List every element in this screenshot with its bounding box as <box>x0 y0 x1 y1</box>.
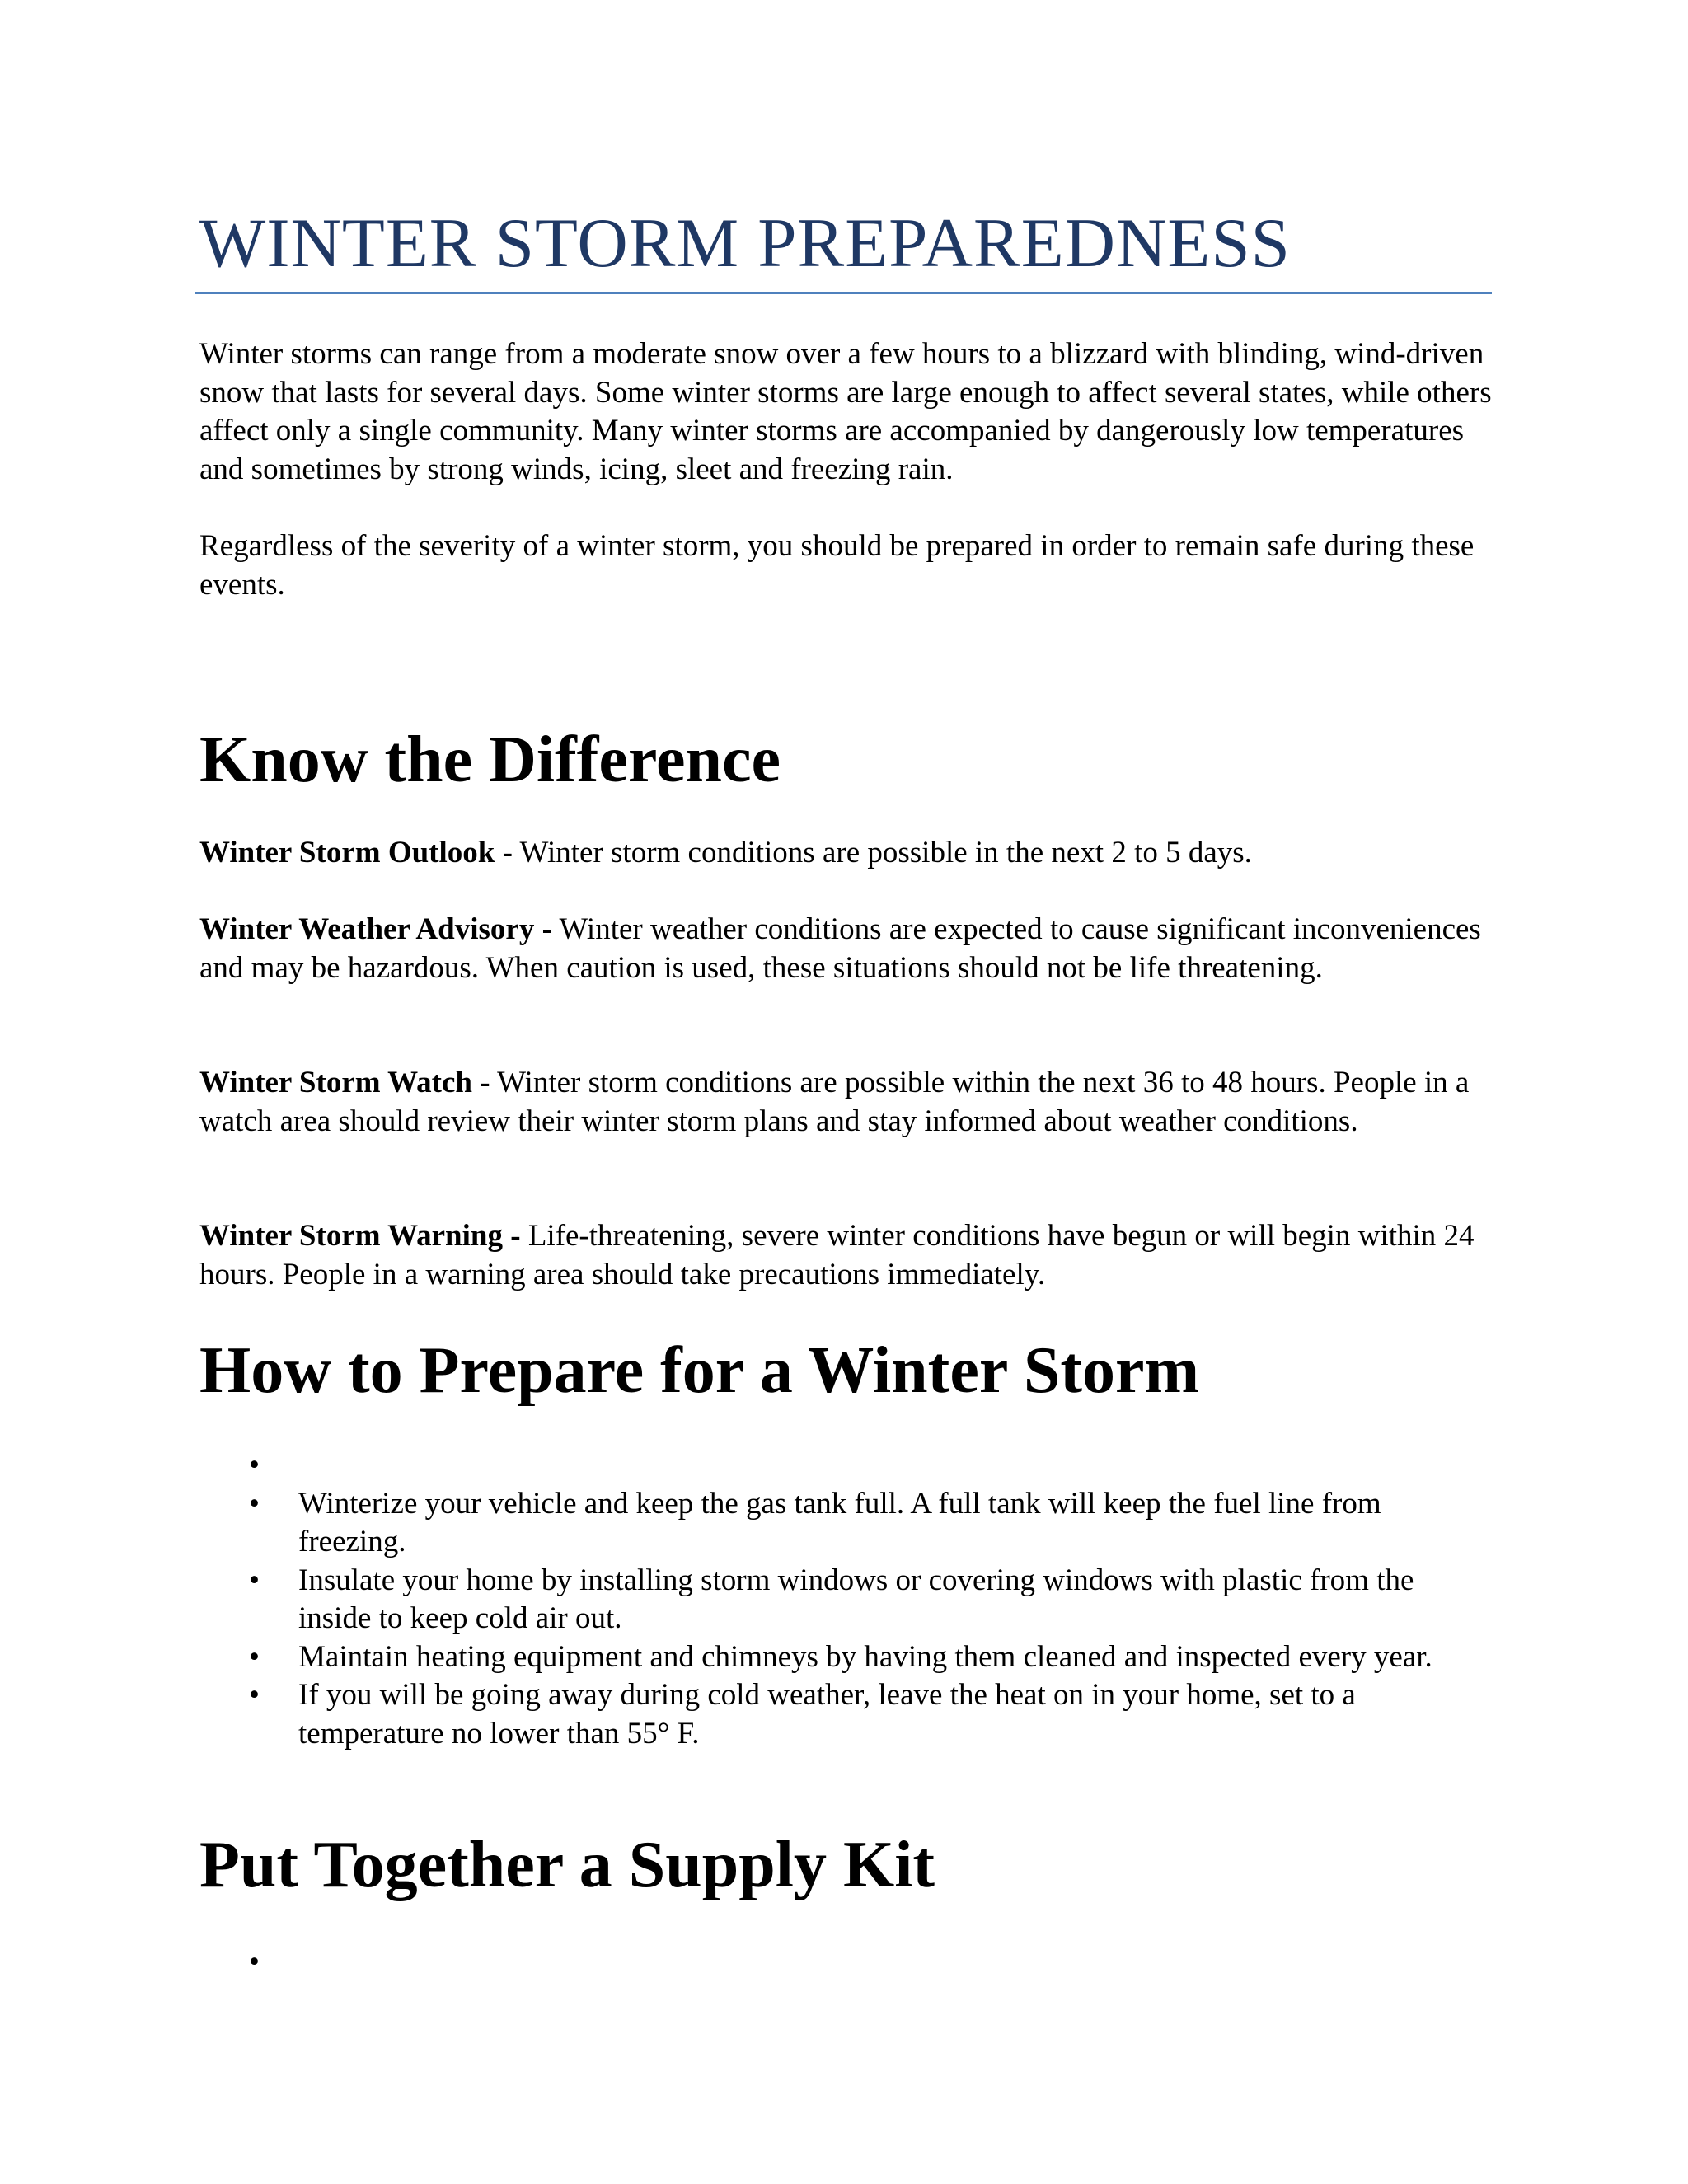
definition-term: Winter Storm Watch - <box>199 1066 490 1099</box>
definition-term: Winter Weather Advisory - <box>199 912 552 946</box>
list-item <box>199 1676 1493 1753</box>
intro-paragraph-2: Regardless of the severity of a winter storm, you should be prepared in order to remain safe during these events. <box>199 529 1475 602</box>
heading-know-the-difference: Know the Difference <box>199 724 781 796</box>
bullet-icon: • <box>249 1639 260 1674</box>
prepare-list <box>199 1446 1493 1753</box>
bullet-icon: • <box>249 1486 260 1521</box>
bullet-icon: • <box>249 1563 260 1597</box>
definition-text: Winter storm conditions are possible within the next 36 to 48 hours. People in a watch area should review their winter storm plans and stay informed about weather conditions. <box>199 1066 1470 1138</box>
definition-term: Winter Storm Outlook - <box>199 836 513 869</box>
bullet-icon: • <box>249 1678 260 1712</box>
list-item <box>199 1638 1493 1677</box>
list-item-text: Winterize your vehicle and keep the gas tank full. A full tank will keep the fuel line from freezing. <box>298 1486 1381 1558</box>
list-item <box>199 1562 1493 1638</box>
list-item <box>199 1446 1493 1485</box>
bullet-icon: • <box>249 1448 260 1482</box>
list-item-text: Maintain heating equipment and chimneys by having them cleaned and inspected every year. <box>298 1639 1432 1674</box>
document-title: WINTER STORM PREPAREDNESS <box>199 204 1291 282</box>
definition-warning <box>199 1217 1493 1294</box>
title-underline <box>195 292 1492 294</box>
definition-text: Life-threatening, severe winter conditions have begun or will begin within 24 hours. People in a warning area should take precautions immediately. <box>199 1219 1475 1291</box>
list-item-text: If you will be going away during cold weather, leave the heat on in your home, set to a temperature no lower than 55° F. <box>298 1678 1356 1750</box>
list-item <box>199 1943 1493 1982</box>
heading-how-to-prepare: How to Prepare for a Winter Storm <box>199 1334 1200 1407</box>
definition-term: Winter Storm Warning - <box>199 1219 521 1253</box>
definition-watch <box>199 1064 1493 1141</box>
supply-kit-list <box>199 1943 1493 1982</box>
definition-advisory <box>199 911 1493 987</box>
list-item <box>199 1485 1493 1562</box>
definition-outlook <box>199 834 1493 873</box>
bullet-icon: • <box>249 1945 260 1979</box>
definition-text: Winter weather conditions are expected to cause significant inconveniences and may be hazardous. When caution is used, these situations should not be life threatening. <box>199 912 1481 985</box>
heading-supply-kit: Put Together a Supply Kit <box>199 1829 935 1901</box>
list-item-text: Insulate your home by installing storm windows or covering windows with plastic from the inside to keep cold air out. <box>298 1563 1414 1635</box>
intro-paragraph-1: Winter storms can range from a moderate snow over a few hours to a blizzard with blinding, wind-driven snow that lasts for several days. Some winter storms are large enough to affect several states, while others affect only a single community. Many winter storms are accompanied by dangerously low temperatures and sometimes by strong winds, icing, sleet and freezing rain. <box>199 337 1492 486</box>
definition-text: Winter storm conditions are possible in the next 2 to 5 days. <box>512 836 1252 869</box>
